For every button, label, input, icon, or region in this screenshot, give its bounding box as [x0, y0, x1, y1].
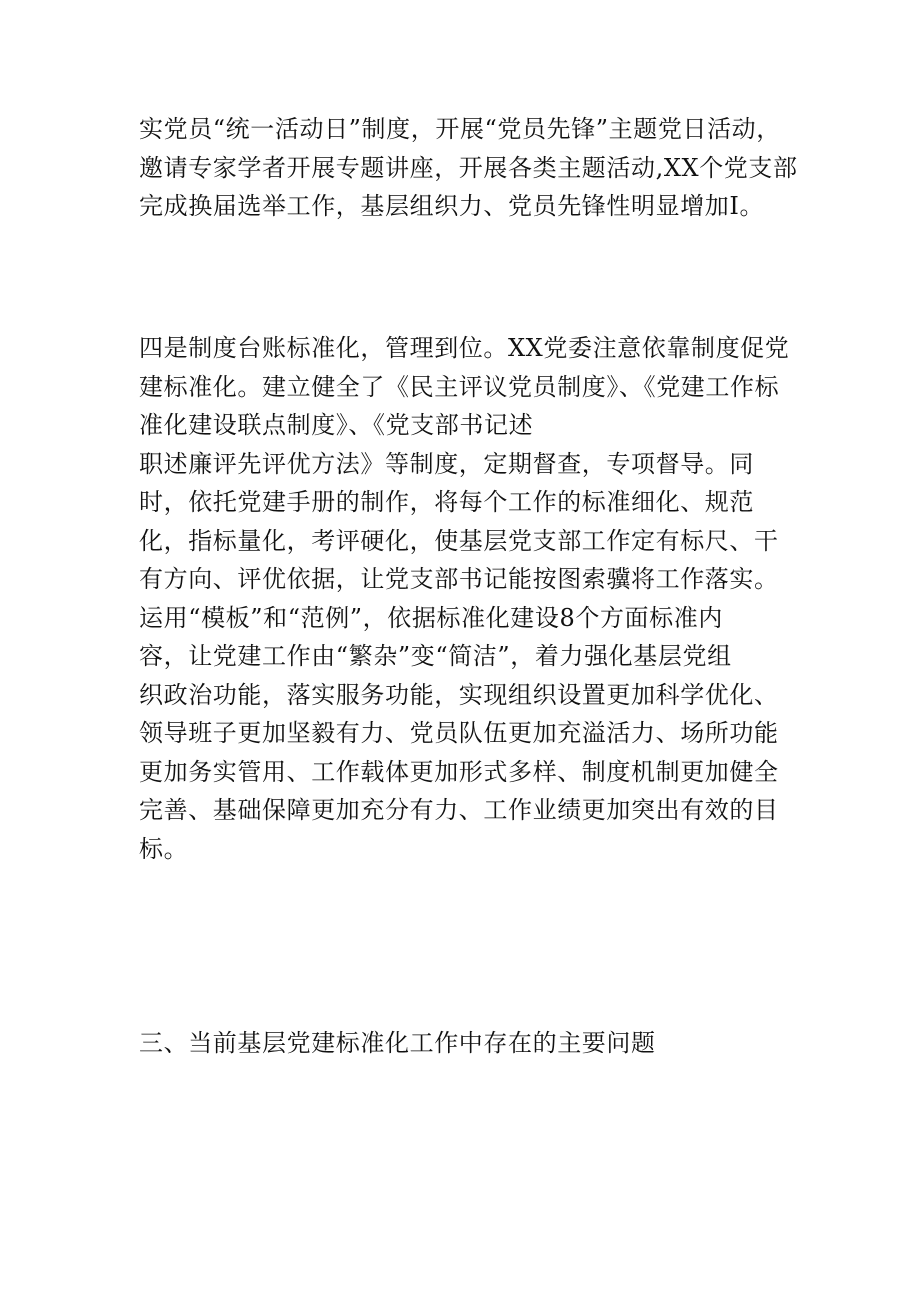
- text-line: 容，让党建工作由“繁杂”变“简洁”，着力强化基层党组: [139, 642, 732, 670]
- text-line: 邀请专家学者开展专题讲座，开展各类主题活动,XX个党支部: [139, 153, 798, 182]
- text-line: 化，指标量化，考评硬化，使基层党支部工作定有标尺、干: [139, 526, 779, 555]
- text-line: 实党员“统一活动日”制度，开展“党员先锋”主题党日活动，: [139, 115, 781, 143]
- text-line: 四是制度台账标准化，管理到位。XX党委注意依靠制度促党: [139, 334, 790, 362]
- section-heading: [139, 1024, 819, 1063]
- text-line: 标。: [139, 834, 189, 863]
- text-line: 运用“模板”和“范例”，依据标准化建设8个方面标准内: [139, 603, 723, 632]
- text-line: 织政治功能，落实服务功能，实现组织设置更加科学优化、: [139, 680, 779, 709]
- text-line: 完成换届选举工作，基层组织力、党员先锋性明显增加I。: [139, 192, 765, 220]
- section-heading-text: 三、当前基层党建标准化工作中存在的主要问题: [139, 1029, 656, 1057]
- text-line: 建标准化。建立健全了《民主评议党员制度》、《党建工作标: [139, 372, 780, 401]
- paragraph-standardization: [139, 329, 819, 868]
- text-line: 更加务实管用、工作载体更加形式多样、制度机制更加健全: [139, 757, 779, 786]
- text-line: 时，依托党建手册的制作，将每个工作的标准细化、规范: [139, 488, 754, 516]
- paragraph-party-activities: [139, 110, 819, 226]
- text-line: 有方向、评优依据，让党支部书记能按图索骥将工作落实。: [139, 565, 779, 593]
- text-line: 领导班子更加坚毅有力、党员队伍更加充溢活力、场所功能: [139, 719, 779, 747]
- text-line: 职述廉评先评优方法》等制度，定期督查，专项督导。同: [139, 449, 754, 478]
- text-line: 准化建设联点制度》、《党支部书记述: [139, 411, 534, 439]
- text-line: 完善、基础保障更加充分有力、工作业绩更加突出有效的目: [139, 796, 779, 824]
